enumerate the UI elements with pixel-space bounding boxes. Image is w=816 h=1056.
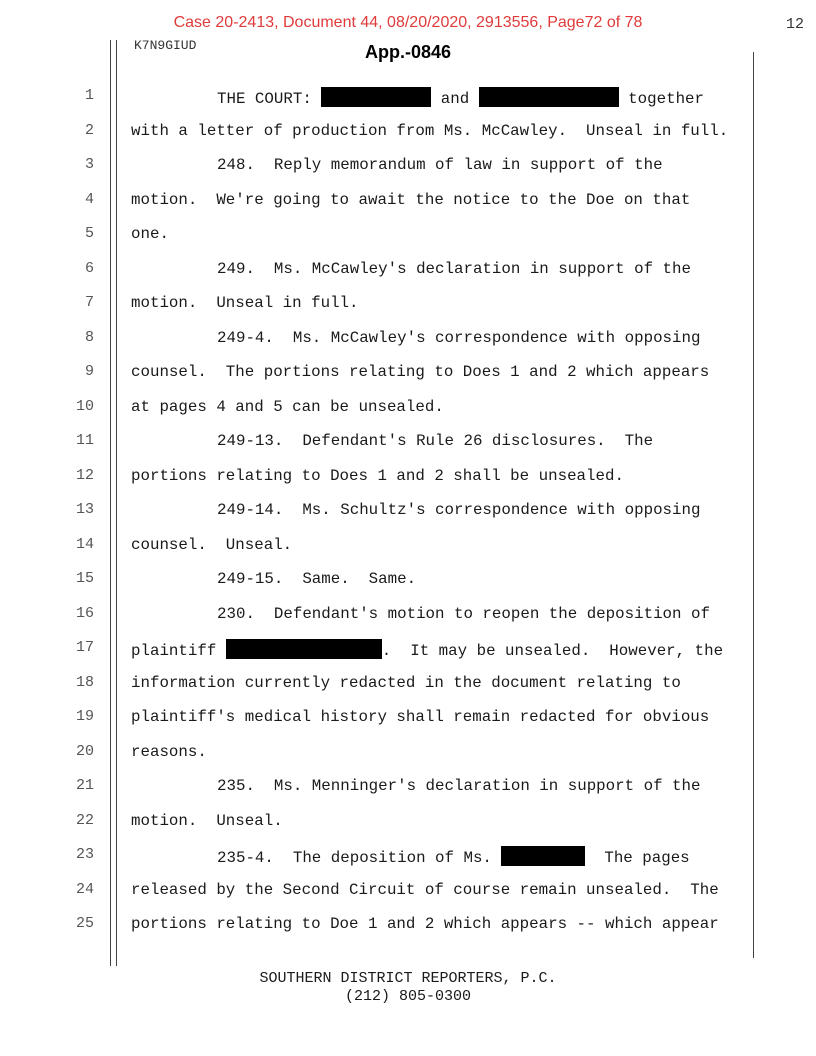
- line-number: 7: [84, 294, 94, 311]
- line-text: 230. Defendant's motion to reopen the deposition of: [217, 604, 710, 623]
- line-number: 11: [75, 432, 94, 449]
- transcript-line: [0, 629, 816, 664]
- line-number: 4: [84, 190, 94, 208]
- transcript-line: [0, 284, 816, 319]
- case-header: Case 20-2413, Document 44, 08/20/2020, 2913556, Page72 of 78: [173, 14, 643, 31]
- transcript-line: [0, 733, 816, 768]
- line-number: 23: [75, 846, 94, 863]
- transcript-line: [0, 112, 816, 147]
- line-text: portions relating to Does 1 and 2 shall be unsealed.: [131, 466, 624, 485]
- line-number: 3: [84, 156, 94, 173]
- transcript-line: [0, 215, 816, 250]
- line-text: at pages 4 and 5 can be unsealed.: [131, 397, 444, 416]
- line-text: released by the Second Circuit of course remain unsealed. The: [131, 880, 719, 899]
- line-number: 20: [75, 742, 94, 760]
- line-text: 249-13. Defendant's Rule 26 disclosures. The: [217, 432, 654, 450]
- redaction-block: [321, 87, 431, 107]
- reporter-name: SOUTHERN DISTRICT REPORTERS, P.C.: [259, 970, 557, 987]
- page-footer: [0, 970, 816, 1006]
- line-text: 235. Ms. Menninger's declaration in support of the: [217, 777, 701, 795]
- reporter-phone: (212) 805-0300: [344, 988, 472, 1005]
- line-text: plaintiff . It may be unsealed. However, the: [131, 639, 723, 660]
- line-text: motion. We're going to await the notice to the Doe on that: [131, 190, 691, 209]
- line-number: 25: [75, 915, 94, 932]
- line-text: one.: [131, 225, 169, 243]
- line-number: 1: [84, 87, 94, 104]
- transcript-line: [0, 802, 816, 837]
- line-number: 12: [75, 466, 94, 484]
- line-number: 22: [75, 811, 94, 829]
- line-number: 6: [84, 259, 94, 277]
- line-number: 10: [75, 397, 94, 415]
- transcript-line: [0, 353, 816, 388]
- transcript-line: [0, 388, 816, 423]
- line-number: 17: [75, 639, 94, 656]
- transcript-lines: [0, 77, 816, 940]
- line-number: 9: [84, 363, 94, 380]
- line-number: 16: [75, 604, 94, 622]
- line-text: reasons.: [131, 742, 207, 761]
- transcript-line: [0, 491, 816, 526]
- line-number: 14: [75, 535, 94, 553]
- line-text: portions relating to Doe 1 and 2 which appears -- which appear: [131, 915, 719, 933]
- transcript-line: [0, 560, 816, 595]
- line-text: counsel. The portions relating to Does 1 and 2 which appears: [131, 363, 710, 381]
- line-text: 249-4. Ms. McCawley's correspondence with opposing: [217, 328, 701, 347]
- transcript-line: [0, 767, 816, 802]
- transcript-line: [0, 457, 816, 492]
- transcript-line: [0, 664, 816, 699]
- line-number: 24: [75, 880, 94, 898]
- line-text: 249-15. Same. Same.: [217, 570, 417, 588]
- docket-code: K7N9GIUD: [134, 38, 197, 53]
- transcript-line: [0, 698, 816, 733]
- line-text: with a letter of production from Ms. McCawley. Unseal in full.: [131, 121, 729, 140]
- transcript-line: [0, 595, 816, 630]
- transcript-line: [0, 905, 816, 940]
- line-number: 2: [84, 121, 94, 139]
- line-text: counsel. Unseal.: [131, 535, 293, 554]
- transcript-line: [0, 250, 816, 285]
- line-text: THE COURT: and together: [217, 87, 704, 108]
- appendix-number: App.-0846: [364, 42, 452, 62]
- line-text: 249-14. Ms. Schultz's correspondence with opposing: [217, 501, 701, 519]
- line-text: 248. Reply memorandum of law in support of the: [217, 156, 663, 174]
- line-number: 18: [75, 673, 94, 691]
- transcript-line: [0, 77, 816, 112]
- transcript-line: [0, 422, 816, 457]
- page-number: 12: [785, 16, 804, 33]
- line-number: 21: [75, 777, 94, 794]
- transcript-line: [0, 836, 816, 871]
- line-number: 5: [84, 225, 94, 242]
- line-number: 8: [84, 328, 94, 346]
- line-text: 235-4. The deposition of Ms. The pages: [217, 846, 690, 867]
- line-number: 19: [75, 708, 94, 725]
- redaction-block: [479, 87, 619, 107]
- redaction-block: [501, 846, 585, 866]
- transcript-line: [0, 871, 816, 906]
- line-text: motion. Unseal in full.: [131, 294, 359, 312]
- line-number: 13: [75, 501, 94, 518]
- line-text: motion. Unseal.: [131, 811, 283, 830]
- transcript-line: [0, 319, 816, 354]
- line-text: plaintiff's medical history shall remain redacted for obvious: [131, 708, 710, 726]
- transcript-line: [0, 146, 816, 181]
- line-number: 15: [75, 570, 94, 587]
- redaction-block: [226, 639, 382, 659]
- transcript-line: [0, 181, 816, 216]
- line-text: information currently redacted in the document relating to: [131, 673, 681, 692]
- transcript-line: [0, 526, 816, 561]
- line-text: 249. Ms. McCawley's declaration in support of the: [217, 259, 691, 278]
